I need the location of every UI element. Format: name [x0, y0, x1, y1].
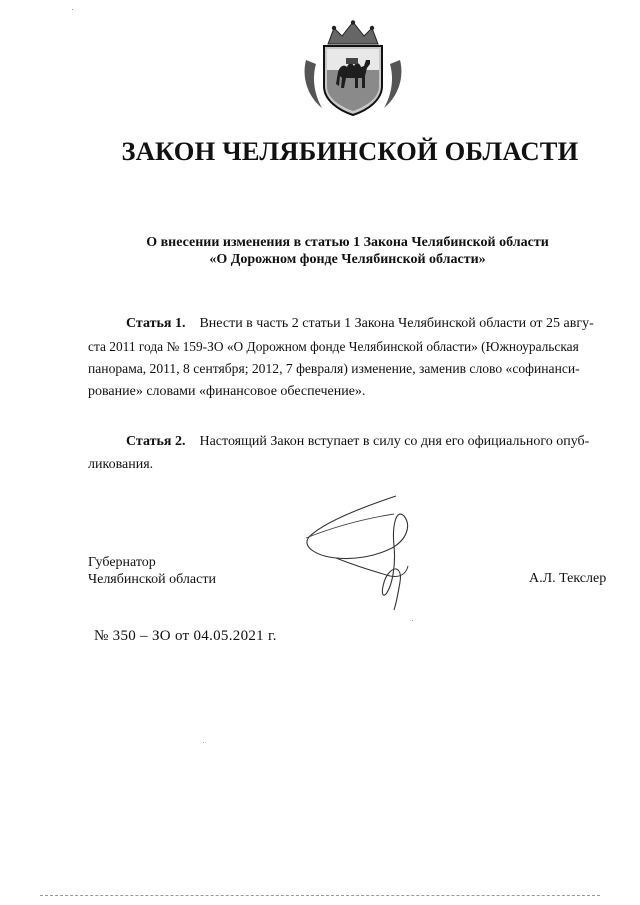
article-1-line: панорама, 2011, 8 сентября; 2012, 7 февраля) изменение, заменив слово «софинанси- [88, 361, 580, 376]
law-subject [0, 234, 640, 268]
registration-number: № 350 – ЗО от 04.05.2021 г. [94, 628, 277, 644]
scan-bottom-edge [40, 895, 600, 896]
article-1-text: Внести в часть 2 статьи 1 Закона Челябинской области от 25 авгу- [199, 316, 594, 331]
article-2-line: ликования. [88, 456, 154, 472]
article-1-heading: Статья 1. [126, 316, 186, 331]
article-2-heading: Статья 2. [126, 434, 186, 449]
article-1-line: ста 2011 года № 159-ЗО «О Дорожном фонде Челябинской области» (Южноуральская [88, 338, 579, 354]
chelyabinsk-coat-of-arms-icon [300, 20, 406, 118]
scan-speck [412, 620, 413, 621]
law-title: ЗАКОН ЧЕЛЯБИНСКОЙ ОБЛАСТИ [121, 136, 579, 166]
article-1-line: рование» словами «финансовое обеспечение». [88, 383, 366, 399]
article-2-text: Настоящий Закон вступает в силу со дня его официального опуб- [199, 434, 590, 449]
position-line: Губернатор [88, 555, 156, 570]
scan-speck [203, 742, 204, 743]
article-2 [88, 431, 608, 476]
signer-name: А.Л. Текслер [529, 571, 607, 586]
article-1-line [88, 313, 608, 336]
article-1 [88, 313, 608, 403]
subject-line: О внесении изменения в статью 1 Закона Челябинской области [146, 235, 549, 250]
article-2-line [88, 431, 608, 454]
scan-speck [72, 9, 73, 10]
handwritten-signature-icon [296, 486, 446, 616]
position-line: Челябинской области [88, 572, 216, 587]
signatory-position [88, 554, 216, 588]
subject-line: «О Дорожном фонде Челябинской области» [209, 252, 486, 267]
